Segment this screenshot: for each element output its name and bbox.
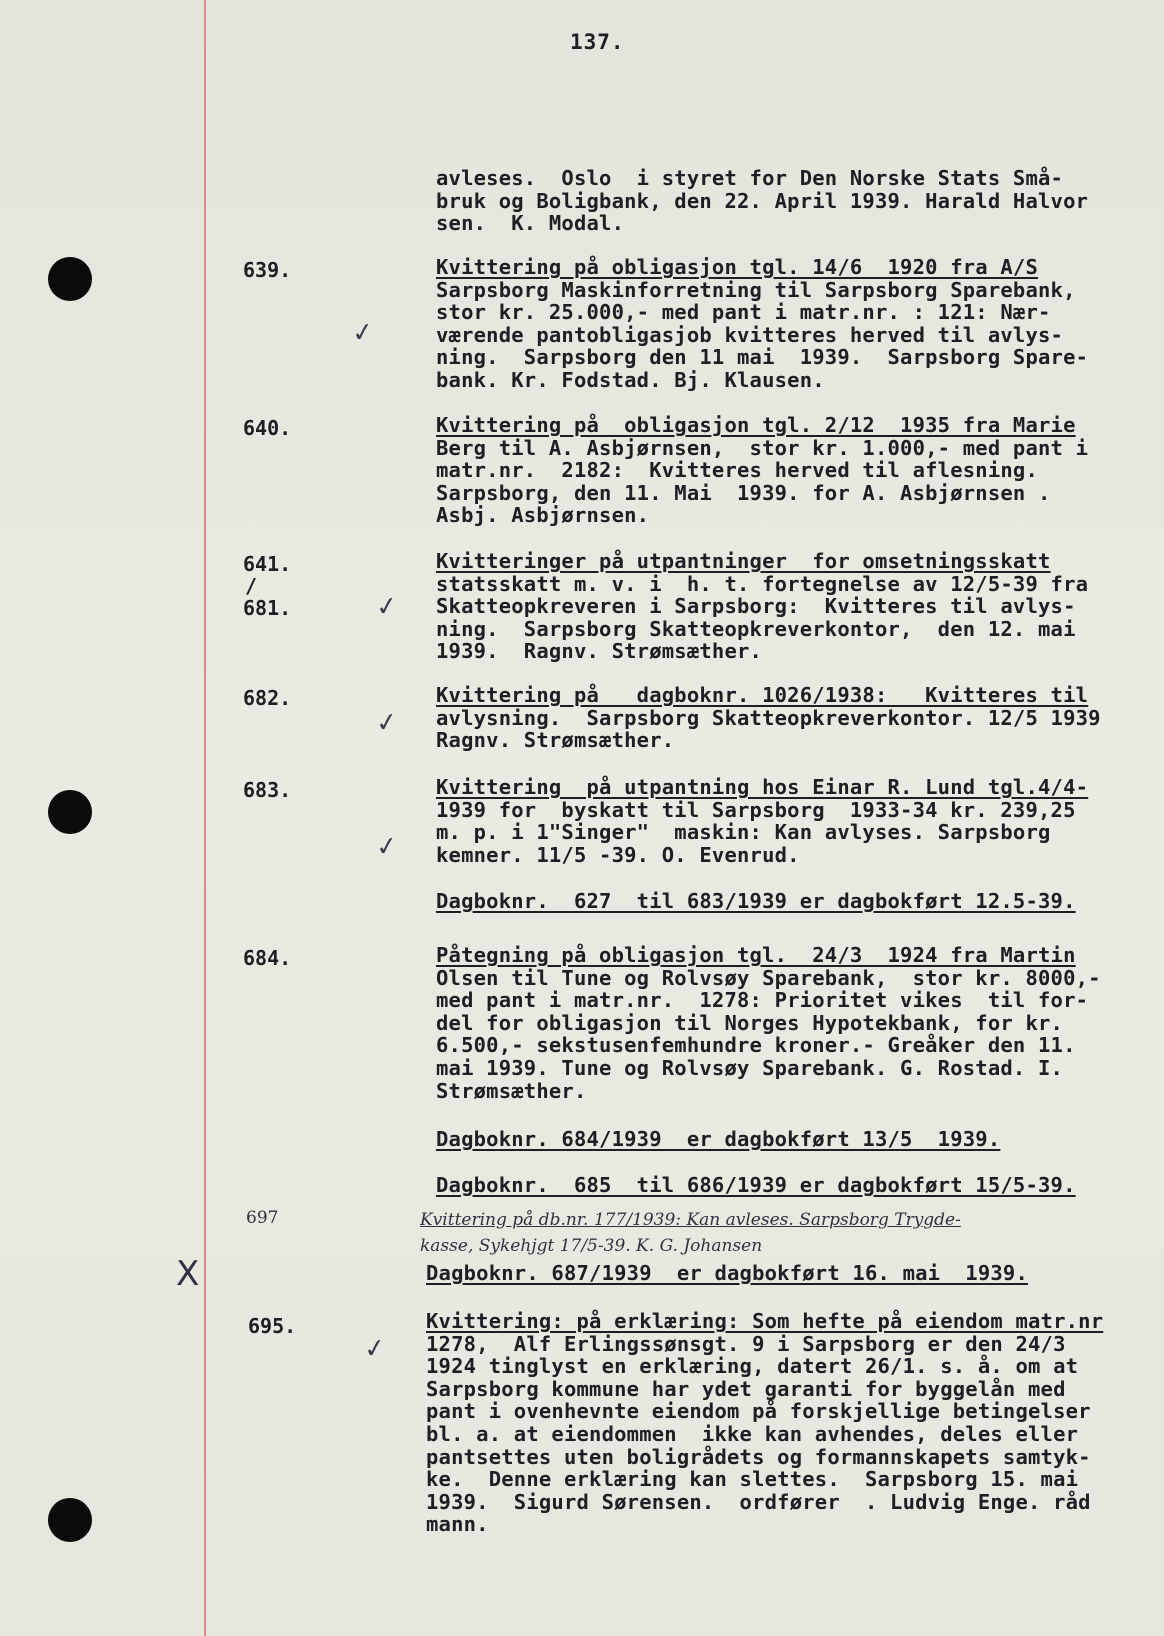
entry-text: Kvittering på utpantning hos Einar R. Lund tgl.4/4- 1939 for byskatt til Sarpsborg 1933-34 kr. 239,25 m. p. i 1"Singer" maskin: Kan avlyses. Sarpsborg kemner. 11/5 -39. O. Evenrud.: [436, 775, 1089, 867]
binder-hole-top: [48, 257, 92, 301]
entry-text: Kvittering på obligasjon tgl. 2/12 1935 fra Marie Berg til A. Asbjørnsen, stor kr. 1.000,- med pant i matr.nr. 2182: Kvitteres herved til aflesning. Sarpsborg, den 11. Mai 1939. for A. Asbjørnsen . Asbj. Asbjørnsen.: [436, 413, 1089, 528]
dagbok-line: Dagboknr. 627 til 683/1939 er dagbokført 12.5-39.: [436, 889, 1076, 913]
entry-number: 683.: [243, 778, 292, 802]
handwritten-entry-number: 697: [246, 1208, 279, 1228]
entry-number: 639.: [243, 258, 292, 282]
check-mark-icon: ✓: [374, 706, 400, 740]
check-mark-icon: ✓: [350, 316, 376, 350]
dagbok-line: Dagboknr. 684/1939 er dagbokført 13/5 1939.: [436, 1127, 1001, 1151]
dagbok-line: Dagboknr. 685 til 686/1939 er dagbokført 15/5-39.: [436, 1173, 1076, 1197]
entry-number-slash: /: [245, 574, 258, 598]
handwritten-line: Kvittering på db.nr. 177/1939: Kan avleses. Sarpsborg Trygde-: [420, 1210, 961, 1230]
entry-text: Påtegning på obligasjon tgl. 24/3 1924 fra Martin Olsen til Tune og Rolvsøy Sparebank, stor kr. 8000,- med pant i matr.nr. 1278: Prioritet vikes til for- del for obligasjon til Norges Hypotekbank, for kr. 6.500,- sekstusenfemhundre kroner.- Greåker den 11. mai 1939. Tune og Rolvsøy Sparebank. G. Rostad. I. Strømsæther.: [436, 943, 1101, 1103]
entry-text: Kvitteringer på utpantninger for omsetningsskatt statsskatt m. v. i h. t. fortegnelse av 12/5-39 fra Skatteopkreveren i Sarpsborg: Kvitteres til avlys- ning. Sarpsborg Skatteopkreverkontor, den 12. mai 1939. Ragnv. Strømsæther.: [436, 549, 1089, 664]
page-number: 137.: [570, 30, 625, 54]
entry-text: Kvittering på dagboknr. 1026/1938: Kvitteres til avlysning. Sarpsborg Skatteopkreverkontor. 12/5 1939 Ragnv. Strømsæther.: [436, 683, 1101, 753]
entry-number: 684.: [243, 946, 292, 970]
binder-hole-bottom: [48, 1498, 92, 1542]
red-margin-line: [204, 0, 206, 1636]
entry-number: 641.: [243, 552, 292, 576]
check-mark-icon: ✓: [362, 1332, 388, 1366]
handwritten-line: kasse, Sykehjgt 17/5-39. K. G. Johansen: [420, 1236, 763, 1256]
binder-hole-middle: [48, 790, 92, 834]
entry-number: 681.: [243, 596, 292, 620]
entry-number: 640.: [243, 416, 292, 440]
entry-text: Kvittering: på erklæring: Som hefte på eiendom matr.nr 1278, Alf Erlingssønsgt. 9 i Sarpsborg er den 24/3 1924 tinglyst en erklæring, datert 26/1. s. å. om at Sarpsborg kommune har ydet garanti for byggelån med pant i ovenhevnte eiendom på forskjellige betingelser bl. a. at eiendommen ikke kan avhendes, deles eller pantsettes uten boligrådets og formannskapets samtyk- ke. Denne erklæring kan slettes. Sarpsborg 15. mai 1939. Sigurd Sørensen. ordfører . Ludvig Enge. råd mann.: [426, 1309, 1104, 1537]
intro-text: avleses. Oslo i styret for Den Norske Stats Små- bruk og Boligbank, den 22. April 1939. Harald Halvor sen. K. Modal.: [436, 166, 1089, 236]
check-mark-icon: ✓: [374, 830, 400, 864]
dagbok-line: Dagboknr. 687/1939 er dagbokført 16. mai 1939.: [426, 1261, 1029, 1285]
cross-mark-icon: X: [176, 1254, 200, 1294]
entry-text: Kvittering på obligasjon tgl. 14/6 1920 fra A/S Sarpsborg Maskinforretning til Sarpsborg Sparebank, stor kr. 25.000,- med pant i matr.nr. : 121: Nær- værende pantobligasjob kvitteres herved til avlys- ning. Sarpsborg den 11 mai 1939. Sarpsborg Spare- bank. Kr. Fodstad. Bj. Klausen.: [436, 255, 1089, 392]
entry-number: 695.: [248, 1314, 297, 1338]
entry-number: 682.: [243, 686, 292, 710]
check-mark-icon: ✓: [374, 590, 400, 624]
